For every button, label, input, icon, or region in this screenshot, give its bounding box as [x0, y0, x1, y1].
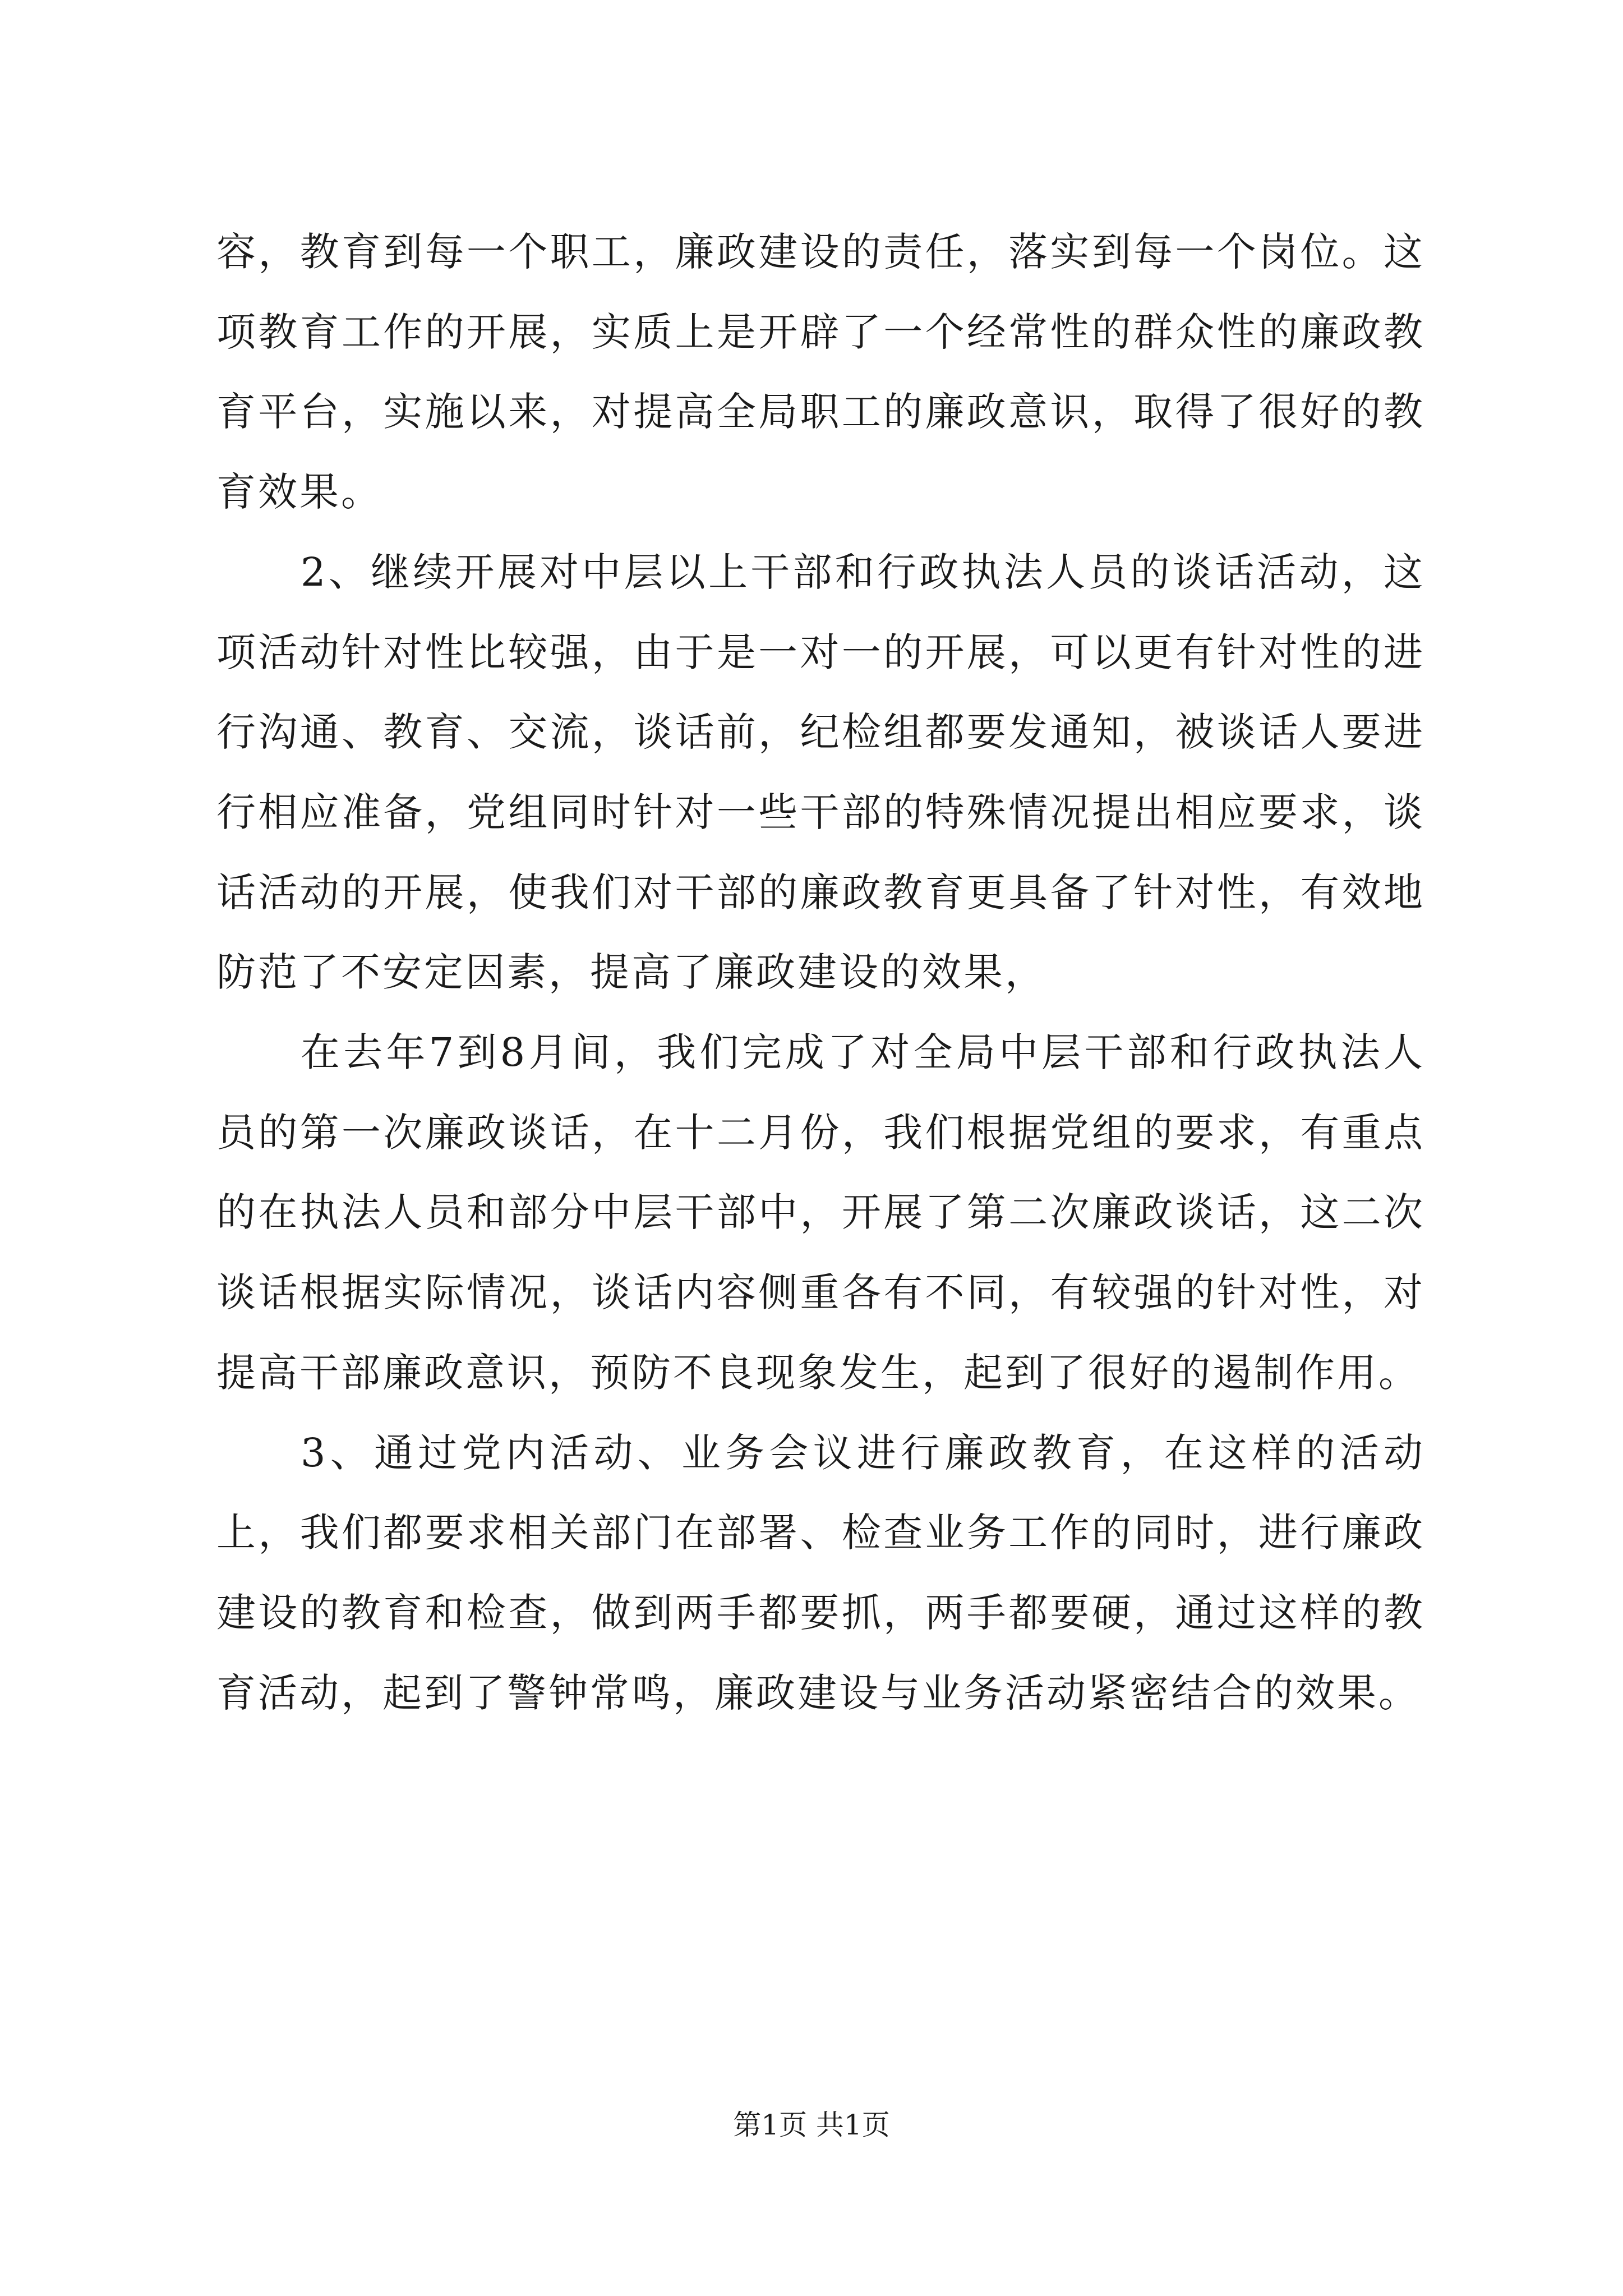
document-body: [216, 212, 1425, 1733]
page-number-footer: 第1页 共1页: [733, 2109, 890, 2141]
paragraph-item-3: 3、通过党内活动、业务会议进行廉政教育，在这样的活动上，我们都要求相关部门在部署、检查业务工作的同时，进行廉政建设的教育和检查，做到两手都要抓，两手都要硬，通过这样的教育活动，起到了警钟常鸣，廉政建设与业务活动紧密结合的效果。: [216, 1429, 1425, 1716]
paragraph-continuation: 容，教育到每一个职工，廉政建设的责任，落实到每一个岗位。这项教育工作的开展，实质上是开辟了一个经常性的群众性的廉政教育平台，实施以来，对提高全局职工的廉政意识，取得了很好的教育效果。: [216, 229, 1425, 516]
paragraph-interview-summary: 在去年7到8月间，我们完成了对全局中层干部和行政执法人员的第一次廉政谈话，在十二月份，我们根据党组的要求，有重点的在执法人员和部分中层干部中，开展了第二次廉政谈话，这二次谈话根据实际情况，谈话内容侧重各有不同，有较强的针对性，对提高干部廉政意识，预防不良现象发生，起到了很好的遏制作用。: [216, 1029, 1425, 1396]
paragraph-item-2: 2、继续开展对中层以上干部和行政执法人员的谈话活动，这项活动针对性比较强，由于是一对一的开展，可以更有针对性的进行沟通、教育、交流，谈话前，纪检组都要发通知，被谈话人要进行相应准备，党组同时针对一些干部的特殊情况提出相应要求，谈话活动的开展，使我们对干部的廉政教育更具备了针对性，有效地防范了不安定因素，提高了廉政建设的效果，: [216, 549, 1425, 996]
